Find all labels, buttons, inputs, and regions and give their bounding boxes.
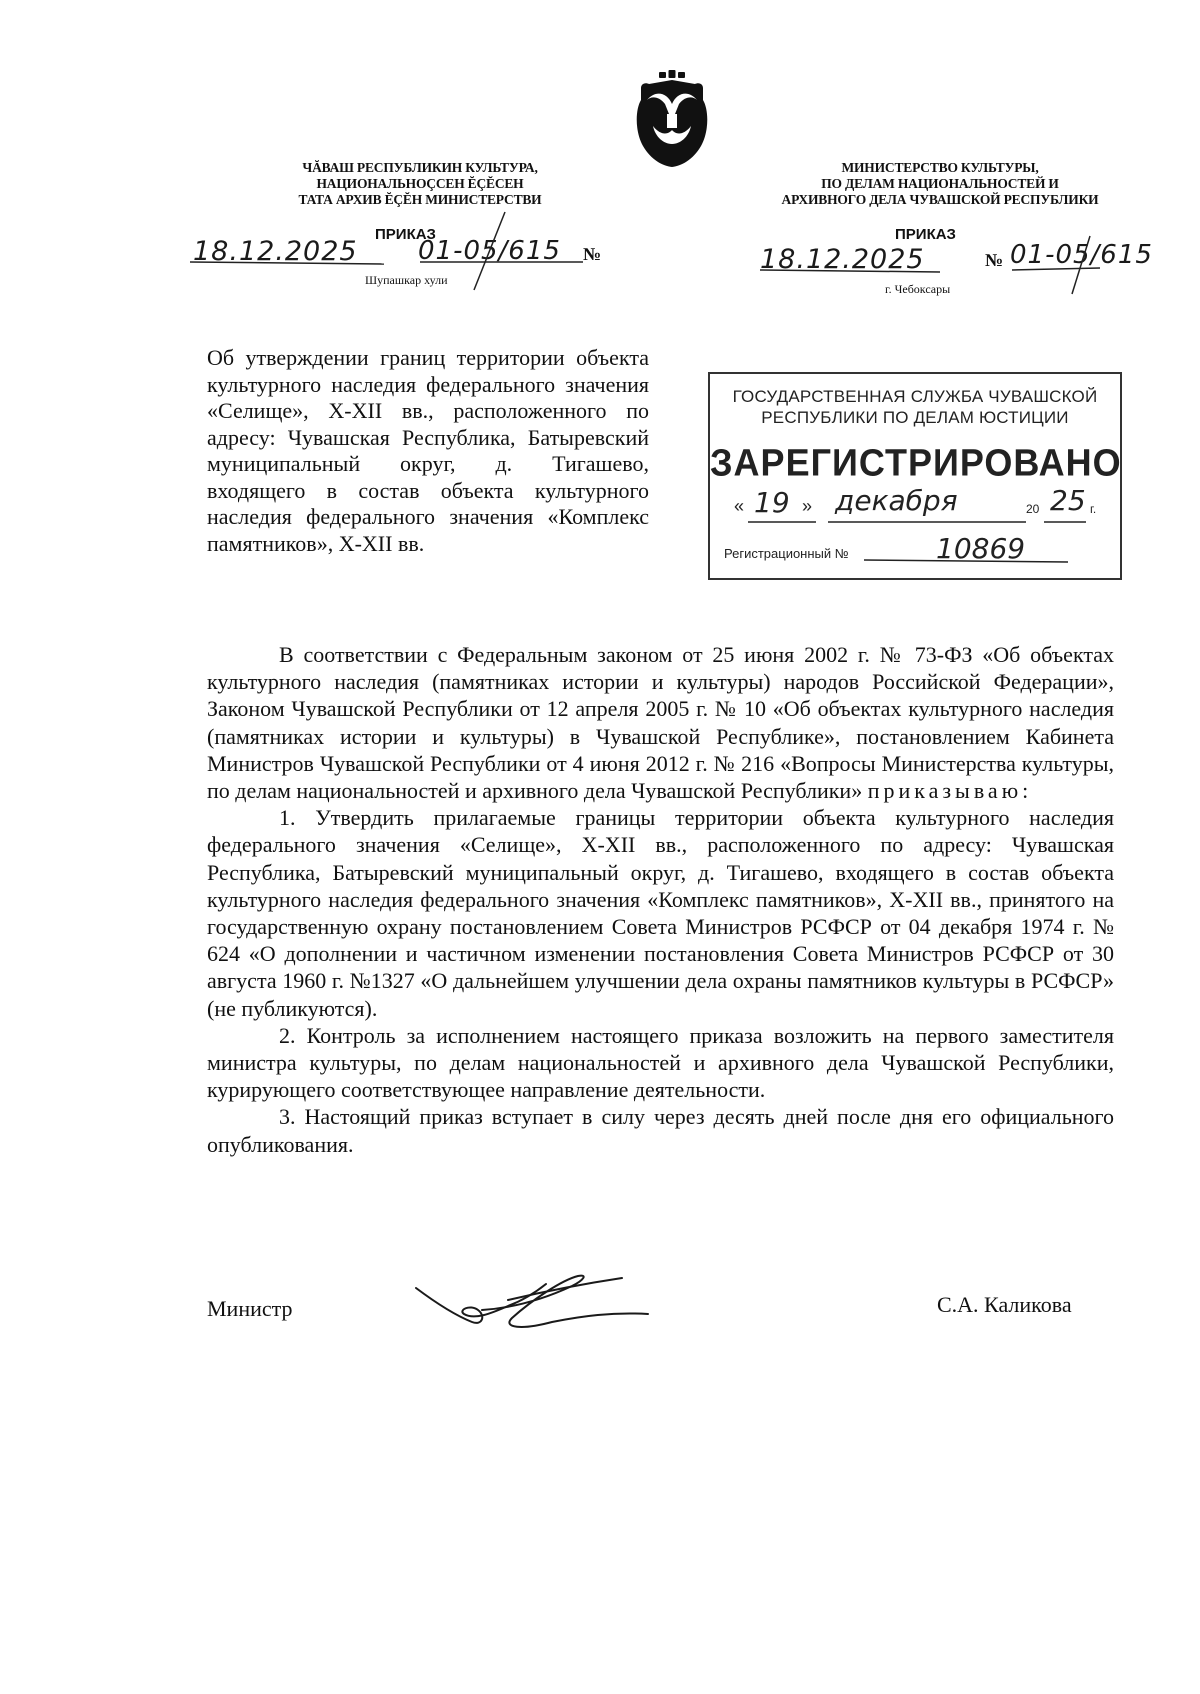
place-chuvash: Шупашкар хули [365, 273, 448, 287]
stamp-lines [708, 372, 1122, 580]
order-number-left: 01-05/615 [418, 236, 561, 266]
header-right-line-3: АРХИВНОГО ДЕЛА ЧУВАШСКОЙ РЕСПУБЛИКИ [781, 192, 1099, 207]
preamble-paragraph [207, 641, 1114, 804]
item-3: 3. Настоящий приказ вступает в силу через десять дней после дня его официального опубликования. [207, 1104, 1114, 1157]
item-1: 1. Утвердить прилагаемые границы территории объекта культурного наследия федерального значения «Селище», X-XII вв., расположенного по адресу: Чувашская Республика, Батыревский муниципальный округ, д. Тигашево, входящего в состав объекта культурного наследия федерального значения «Комплекс памятников», X-XII вв., принятого на государственную охрану постановлением Совета Министров РСФСР от 04 декабря 1974 г. № 624 «О дополнении и частичном изменении постановления Совета Министров РСФСР от 30 августа 1960 г. №1327 «О дальнейшем улучшении дела охраны памятников культуры в РСФСР» (не публикуются). [207, 805, 1114, 1021]
stamp-month: декабря [835, 484, 958, 517]
stamp-title-line-1: ГОСУДАРСТВЕННАЯ СЛУЖБА ЧУВАШСКОЙ [732, 387, 1098, 406]
stamp-year-suffix: г. [1090, 502, 1097, 516]
header-left-line-2: НАЦИОНАЛЬНОÇСЕН ĔÇĔСЕН [316, 176, 524, 191]
order-date-left: 18.12.2025 [193, 236, 358, 267]
stamp-quote-open: « [734, 496, 745, 516]
order-number-right: 01-05/615 [1010, 240, 1153, 270]
order-title-left: ПРИКАЗ [375, 226, 436, 243]
item-2: 2. Контроль за исполнением настоящего приказа возложить на первого заместителя министра культуры, по делам национальностей и архивного дела Чувашской Республики, курирующего соответствующее направление деятельности. [207, 1022, 1114, 1103]
order-title-right: ПРИКАЗ [895, 226, 956, 243]
header-right-line-2: ПО ДЕЛАМ НАЦИОНАЛЬНОСТЕЙ И [821, 176, 1059, 191]
handwriting-underlines [0, 0, 1200, 320]
number-sign-left: № [583, 244, 602, 264]
order-subject: Об утверждении границ территории объекта культурного наследия федерального значения «Селище», X-XII вв., расположенного по адресу: Чувашская Республика, Батыревский муниципальный округ, д. Тигашево, входящего в состав объекта культурного наследия федерального значения «Комплекс памятников», X-XII вв. [207, 345, 649, 556]
place-russian: г. Чебоксары [885, 282, 951, 296]
stamp-title-line-2: РЕСПУБЛИКИ ПО ДЕЛАМ ЮСТИЦИИ [761, 408, 1069, 427]
header-left-line-3: ТАТА АРХИВ ĔÇĔН МИНИСТЕРСТВИ [298, 192, 542, 207]
order-body [207, 641, 1114, 1158]
stamp-registered-label: ЗАРЕГИСТРИРОВАНО [710, 440, 1122, 484]
header-left-line-1: ЧĂВАШ РЕСПУБЛИКИН КУЛЬТУРА, [302, 160, 538, 175]
order-date-right: 18.12.2025 [760, 244, 925, 275]
stamp-reg-number: 10869 [936, 532, 1026, 565]
stamp-year: 25 [1050, 484, 1086, 517]
stamp-reg-number-label: Регистрационный № [724, 546, 849, 561]
header-right-line-1: МИНИСТЕРСТВО КУЛЬТУРЫ, [841, 160, 1039, 175]
signer-name: С.А. Каликова [937, 1292, 1072, 1317]
stamp-year-prefix: 20 [1026, 502, 1040, 516]
stamp-quote-close: » [802, 496, 813, 516]
signer-title: Министр [207, 1296, 293, 1321]
preamble-text: В соответствии с Федеральным законом от 25 июня 2002 г. № 73-ФЗ «Об объектах культурного наследия (памятниках истории и культуры) народов Российской Федерации», Законом Чувашской Республики от 12 апреля 2005 г. № 10 «Об объектах культурного наследия (памятниках истории и культуры) в Чувашской Республике», постановлением Кабинета Министров Чувашской Республики от 4 июня 2012 г. № 216 «Вопросы Министерства культуры, по делам национальностей и архивного дела Чувашской Республики» [207, 642, 1114, 804]
registration-stamp [708, 372, 1122, 580]
number-sign-right: № [985, 250, 1004, 270]
handwritten-signature [412, 1270, 652, 1348]
order-word: приказываю: [867, 778, 1033, 804]
stamp-day: 19 [754, 486, 790, 519]
